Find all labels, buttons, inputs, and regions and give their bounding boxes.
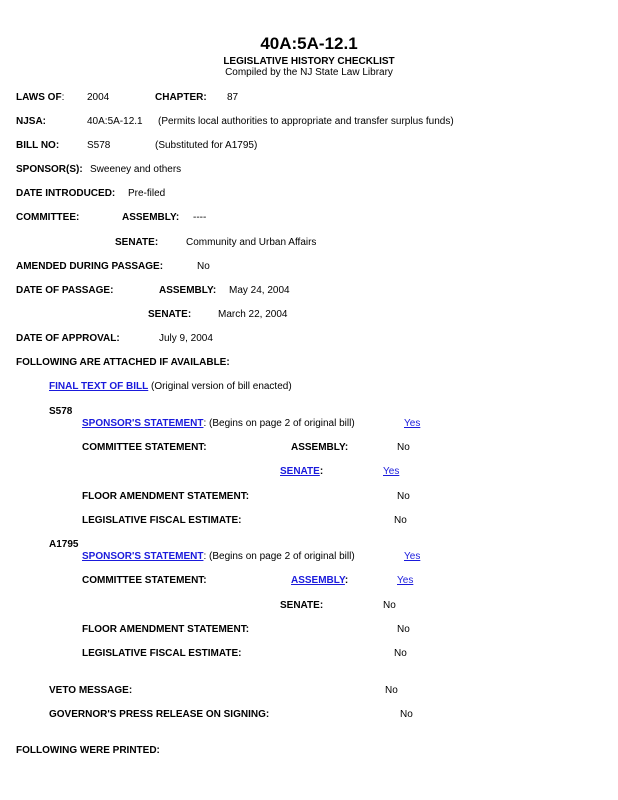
compiled-by: Compiled by the NJ State Law Library (225, 67, 393, 78)
chapter-value: 87 (227, 92, 239, 103)
veto-label: VETO MESSAGE: (49, 685, 133, 696)
s578-floor-label: FLOOR AMENDMENT STATEMENT: (82, 491, 250, 502)
final-text-row (49, 381, 292, 393)
page-subtitle: LEGISLATIVE HISTORY CHECKLIST (223, 56, 395, 67)
a1795-sponsor-row: SPONSOR'S STATEMENT: (Begins on page 2 of original bill) (82, 551, 355, 562)
njsa-label: NJSA: (16, 116, 47, 127)
governor-value: No (400, 709, 413, 720)
committee-senate-value: Community and Urban Affairs (186, 237, 317, 248)
a1795-fiscal-label: LEGISLATIVE FISCAL ESTIMATE: (82, 648, 242, 659)
passage-label: DATE OF PASSAGE: (16, 285, 114, 296)
date-introduced-label: DATE INTRODUCED: (16, 188, 116, 199)
a1795-label: A1795 (49, 539, 79, 550)
s578-senate-yes-link[interactable]: Yes (383, 466, 400, 477)
a1795-assembly-yes-link[interactable]: Yes (397, 575, 414, 586)
bill-no-note: (Substituted for A1795) (155, 140, 258, 151)
a1795-senate-label: SENATE: (280, 600, 324, 611)
s578-sponsor-yes-link[interactable]: Yes (404, 418, 421, 429)
sponsors-label: SPONSOR(S): (16, 164, 83, 175)
amended-value: No (197, 261, 210, 272)
s578-floor-value: No (397, 491, 410, 502)
s578-senate-row: SENATE: (280, 466, 324, 477)
s578-sponsor-statement-link[interactable]: SPONSOR'S STATEMENT (82, 418, 204, 429)
passage-senate-label: SENATE: (148, 309, 192, 320)
a1795-floor-label: FLOOR AMENDMENT STATEMENT: (82, 624, 250, 635)
chapter-label: CHAPTER: (155, 92, 207, 103)
final-text-note: (Original version of bill enacted) (151, 381, 292, 392)
approval-label: DATE OF APPROVAL: (16, 333, 120, 344)
s578-sponsor-row: SPONSOR'S STATEMENT: (Begins on page 2 of original bill) (82, 418, 355, 429)
committee-assembly-label: ASSEMBLY: (122, 212, 180, 223)
date-introduced-value: Pre-filed (128, 188, 166, 199)
passage-senate-value: March 22, 2004 (218, 309, 288, 320)
passage-assembly-value: May 24, 2004 (229, 285, 290, 296)
committee-senate-label: SENATE: (115, 237, 159, 248)
bill-no-value: S578 (87, 140, 111, 151)
njsa-value: 40A:5A-12.1 (87, 116, 143, 127)
passage-assembly-label: ASSEMBLY: (159, 285, 217, 296)
a1795-assembly-link[interactable]: ASSEMBLY (291, 575, 345, 586)
s578-committee-assembly-value: No (397, 442, 410, 453)
s578-committee-label: COMMITTEE STATEMENT: (82, 442, 207, 453)
s578-label: S578 (49, 406, 73, 417)
laws-of-label: LAWS OF: (16, 92, 65, 103)
attached-heading: FOLLOWING ARE ATTACHED IF AVAILABLE: (16, 357, 230, 368)
governor-label: GOVERNOR'S PRESS RELEASE ON SIGNING: (49, 709, 270, 720)
amended-label: AMENDED DURING PASSAGE: (16, 261, 164, 272)
bill-no-label: BILL NO: (16, 140, 60, 151)
s578-senate-link[interactable]: SENATE (280, 466, 320, 477)
a1795-assembly-row: ASSEMBLY: (291, 575, 349, 586)
s578-committee-assembly-label: ASSEMBLY: (291, 442, 349, 453)
a1795-sponsor-yes-link[interactable]: Yes (404, 551, 421, 562)
s578-fiscal-value: No (394, 515, 407, 526)
page-title: 40A:5A-12.1 (260, 34, 358, 53)
printed-heading: FOLLOWING WERE PRINTED: (16, 745, 160, 756)
njsa-description: (Permits local authorities to appropriate and transfer surplus funds) (158, 116, 454, 127)
a1795-senate-value: No (383, 600, 396, 611)
a1795-sponsor-statement-link[interactable]: SPONSOR'S STATEMENT (82, 551, 204, 562)
laws-of-value: 2004 (87, 92, 110, 103)
s578-fiscal-label: LEGISLATIVE FISCAL ESTIMATE: (82, 515, 242, 526)
committee-assembly-value: ---- (193, 212, 207, 223)
final-text-link[interactable]: FINAL TEXT OF BILL (49, 381, 149, 392)
a1795-fiscal-value: No (394, 648, 407, 659)
veto-value: No (385, 685, 398, 696)
a1795-floor-value: No (397, 624, 410, 635)
a1795-committee-label: COMMITTEE STATEMENT: (82, 575, 207, 586)
committee-label: COMMITTEE: (16, 212, 80, 223)
sponsors-value: Sweeney and others (90, 164, 182, 175)
approval-value: July 9, 2004 (159, 333, 213, 344)
